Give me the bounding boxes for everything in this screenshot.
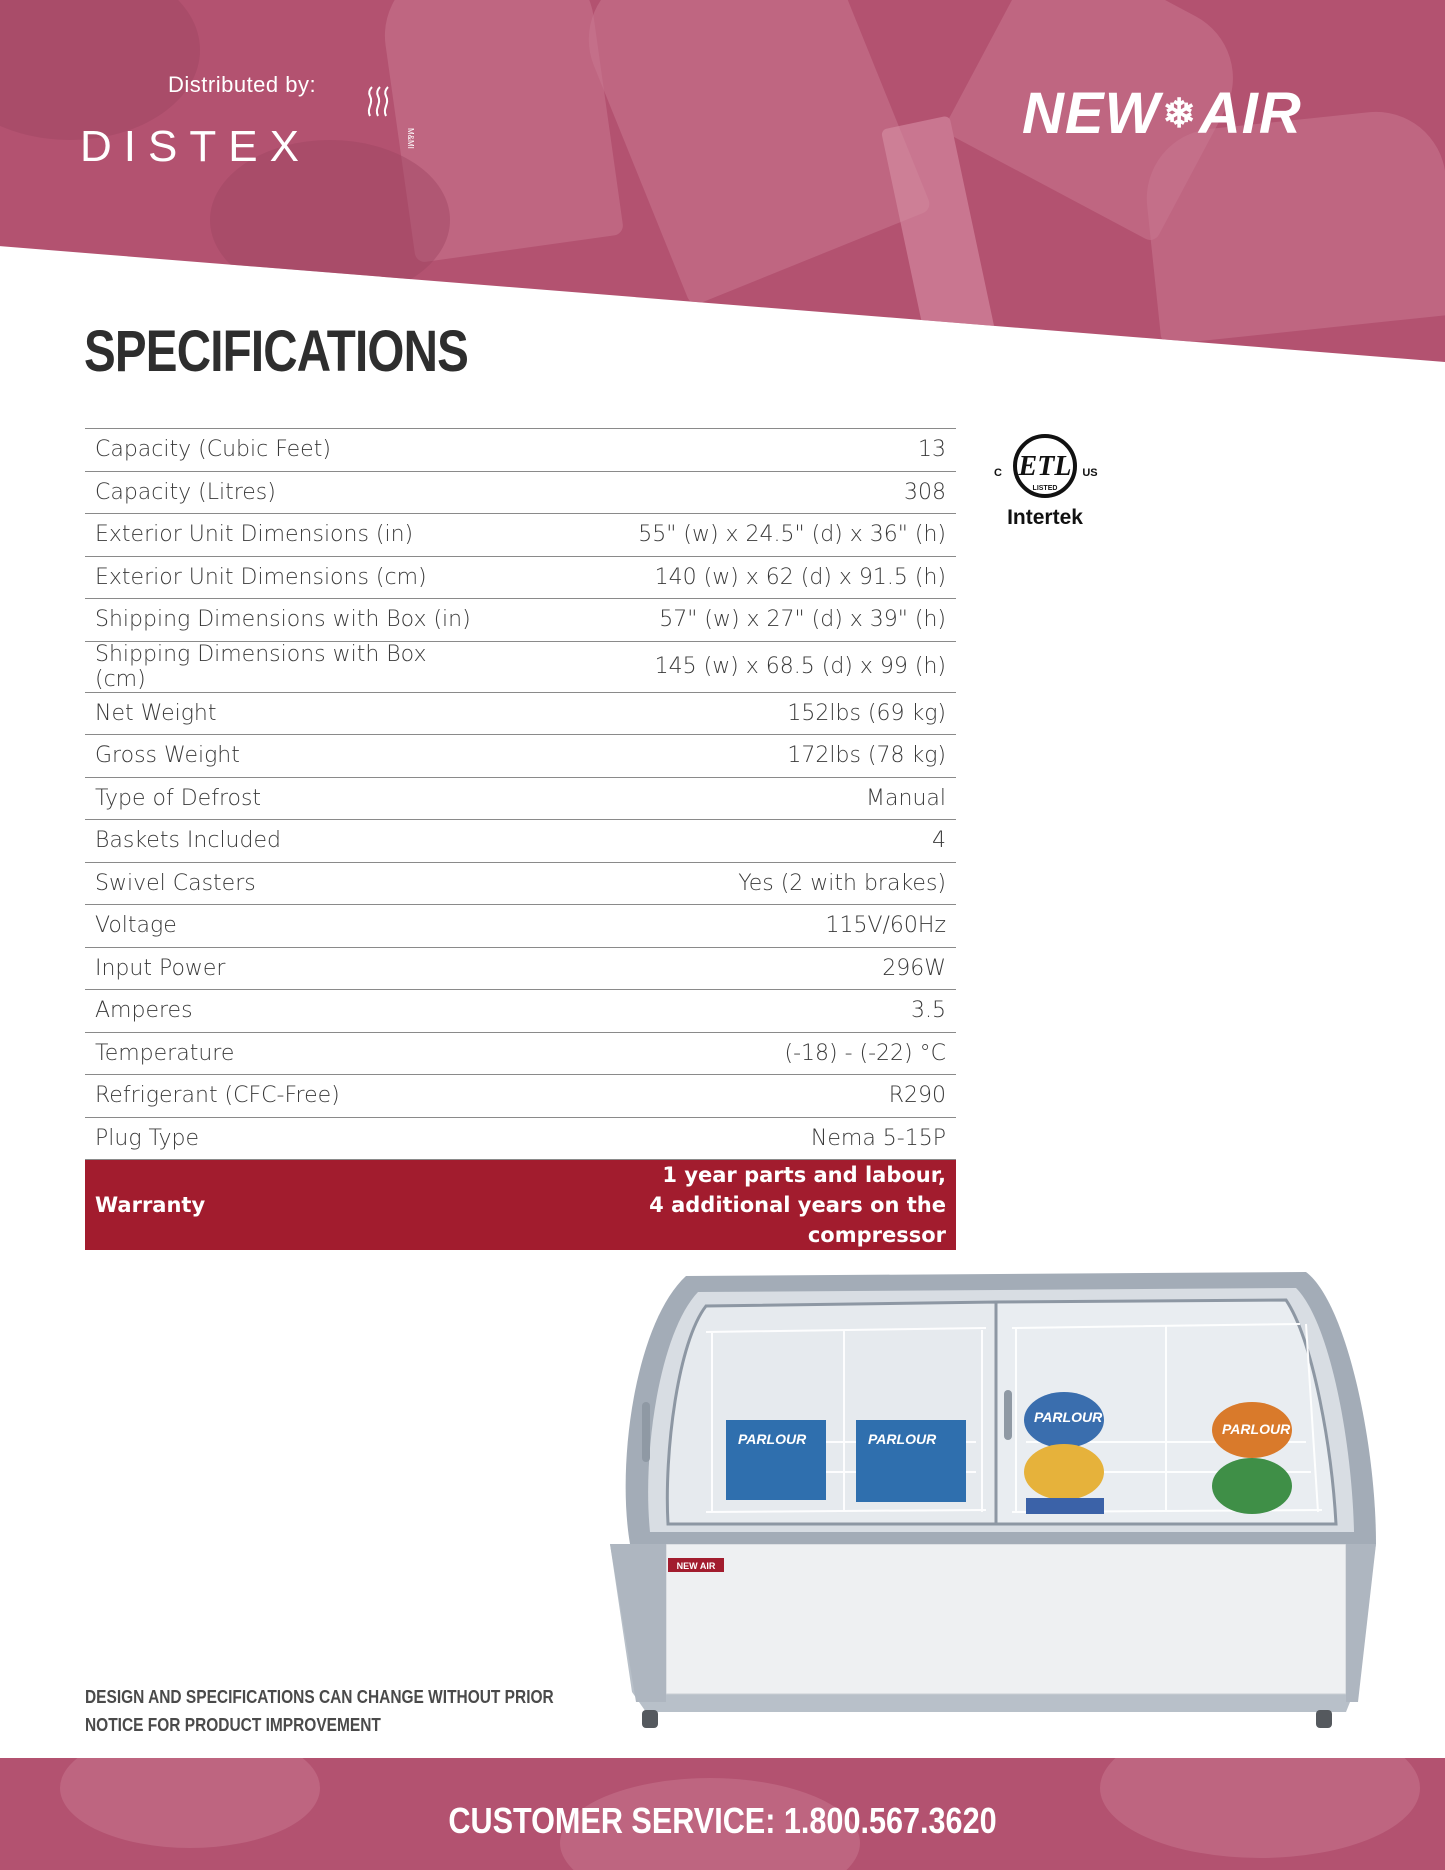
spec-row bbox=[85, 947, 956, 990]
header-banner bbox=[0, 0, 1445, 362]
spec-value: 55" (w) x 24.5" (d) x 36" (h) bbox=[494, 514, 956, 557]
spec-row bbox=[85, 1117, 956, 1160]
ice-cream-box bbox=[1026, 1498, 1104, 1514]
distex-logo-sub: M&MI bbox=[406, 128, 415, 149]
spec-value: 4 bbox=[494, 820, 956, 863]
warranty-line-1: 1 year parts and labour, bbox=[662, 1163, 946, 1187]
spec-label: Refrigerant (CFC-Free) bbox=[85, 1075, 494, 1118]
spec-row bbox=[85, 820, 956, 863]
page-title: SPECIFICATIONS bbox=[84, 319, 469, 384]
etl-mark-text: ETL bbox=[1018, 451, 1072, 482]
spec-label: Temperature bbox=[85, 1032, 494, 1075]
spec-label: Exterior Unit Dimensions (cm) bbox=[85, 556, 494, 599]
spec-value: 57" (w) x 27" (d) x 39" (h) bbox=[494, 599, 956, 642]
spec-row bbox=[85, 471, 956, 514]
spec-value: 13 bbox=[494, 429, 956, 472]
freezer-brand-text: NEW AIR bbox=[676, 1561, 716, 1571]
spec-value: Nema 5-15P bbox=[494, 1117, 956, 1160]
warranty-label: Warranty bbox=[85, 1160, 494, 1251]
newair-logo-left: NEW bbox=[1022, 81, 1161, 146]
distributed-by-label: Distributed by: bbox=[168, 72, 317, 97]
spec-label: Shipping Dimensions with Box (cm) bbox=[85, 641, 494, 692]
spec-row bbox=[85, 1032, 956, 1075]
spec-label: Shipping Dimensions with Box (in) bbox=[85, 599, 494, 642]
spec-value: 172lbs (78 kg) bbox=[494, 735, 956, 778]
warranty-line-2: 4 additional years on the compressor bbox=[649, 1193, 946, 1247]
etl-us-text: US bbox=[1082, 467, 1098, 479]
popsicle-graphic bbox=[568, 0, 933, 307]
spec-label: Swivel Casters bbox=[85, 862, 494, 905]
newair-logo bbox=[1022, 80, 1302, 147]
spec-value: 152lbs (69 kg) bbox=[494, 692, 956, 735]
spec-row bbox=[85, 599, 956, 642]
basket-brand-text: PARLOUR bbox=[868, 1431, 937, 1447]
ice-cream-tub bbox=[1212, 1458, 1292, 1514]
spec-row bbox=[85, 905, 956, 948]
basket-brand-text: PARLOUR bbox=[1222, 1421, 1291, 1437]
spec-row bbox=[85, 556, 956, 599]
spec-row bbox=[85, 990, 956, 1033]
spec-label: Input Power bbox=[85, 947, 494, 990]
intertek-label: Intertek bbox=[1007, 506, 1083, 529]
basket-brand-text: PARLOUR bbox=[738, 1431, 807, 1447]
snowflake-icon: ❄ bbox=[1162, 92, 1197, 136]
caster-wheel bbox=[1316, 1710, 1332, 1728]
spec-row bbox=[85, 862, 956, 905]
spec-value: R290 bbox=[494, 1075, 956, 1118]
spec-value: 296W bbox=[494, 947, 956, 990]
spec-label: Type of Defrost bbox=[85, 777, 494, 820]
ice-cream-tub bbox=[1024, 1444, 1104, 1500]
spec-label: Plug Type bbox=[85, 1117, 494, 1160]
spec-table bbox=[85, 428, 956, 1250]
spec-row bbox=[85, 692, 956, 735]
distex-logo: DISTEX bbox=[80, 122, 311, 171]
spec-label: Capacity (Litres) bbox=[85, 471, 494, 514]
freezer-product-image bbox=[606, 1262, 1380, 1732]
spec-value: 140 (w) x 62 (d) x 91.5 (h) bbox=[494, 556, 956, 599]
caster-wheel bbox=[642, 1710, 658, 1728]
customer-service-phone[interactable]: CUSTOMER SERVICE: 1.800.567.3620 bbox=[448, 1800, 997, 1841]
etl-listed-text: LISTED bbox=[1032, 485, 1058, 492]
spec-value: 145 (w) x 68.5 (d) x 99 (h) bbox=[494, 641, 956, 692]
basket-brand-text: PARLOUR bbox=[1034, 1409, 1103, 1425]
spec-row bbox=[85, 514, 956, 557]
spec-label: Baskets Included bbox=[85, 820, 494, 863]
spec-value: Manual bbox=[494, 777, 956, 820]
etl-certification-mark bbox=[990, 432, 1100, 530]
newair-logo-right: AIR bbox=[1198, 81, 1302, 146]
steam-icon bbox=[364, 86, 394, 120]
spec-label: Exterior Unit Dimensions (in) bbox=[85, 514, 494, 557]
warranty-value bbox=[494, 1160, 956, 1251]
spec-label: Net Weight bbox=[85, 692, 494, 735]
texture-blob bbox=[0, 0, 200, 140]
spec-label: Amperes bbox=[85, 990, 494, 1033]
spec-row bbox=[85, 641, 956, 692]
spec-label: Voltage bbox=[85, 905, 494, 948]
etl-listed-icon bbox=[990, 432, 1100, 504]
spec-label: Gross Weight bbox=[85, 735, 494, 778]
spec-value: 115V/60Hz bbox=[494, 905, 956, 948]
spec-row bbox=[85, 1075, 956, 1118]
spec-value: 308 bbox=[494, 471, 956, 514]
spec-row bbox=[85, 429, 956, 472]
popsicle-stick-graphic bbox=[881, 115, 999, 362]
spec-value: 3.5 bbox=[494, 990, 956, 1033]
warranty-row bbox=[85, 1160, 956, 1251]
spec-label: Capacity (Cubic Feet) bbox=[85, 429, 494, 472]
spec-row bbox=[85, 777, 956, 820]
etl-c-text: C bbox=[994, 467, 1002, 479]
spec-row bbox=[85, 735, 956, 778]
spec-value: Yes (2 with brakes) bbox=[494, 862, 956, 905]
spec-value: (-18) - (-22) °C bbox=[494, 1032, 956, 1075]
disclaimer-text: DESIGN AND SPECIFICATIONS CAN CHANGE WITHOUT PRIOR NOTICE FOR PRODUCT IMPROVEMENT bbox=[85, 1687, 554, 1735]
